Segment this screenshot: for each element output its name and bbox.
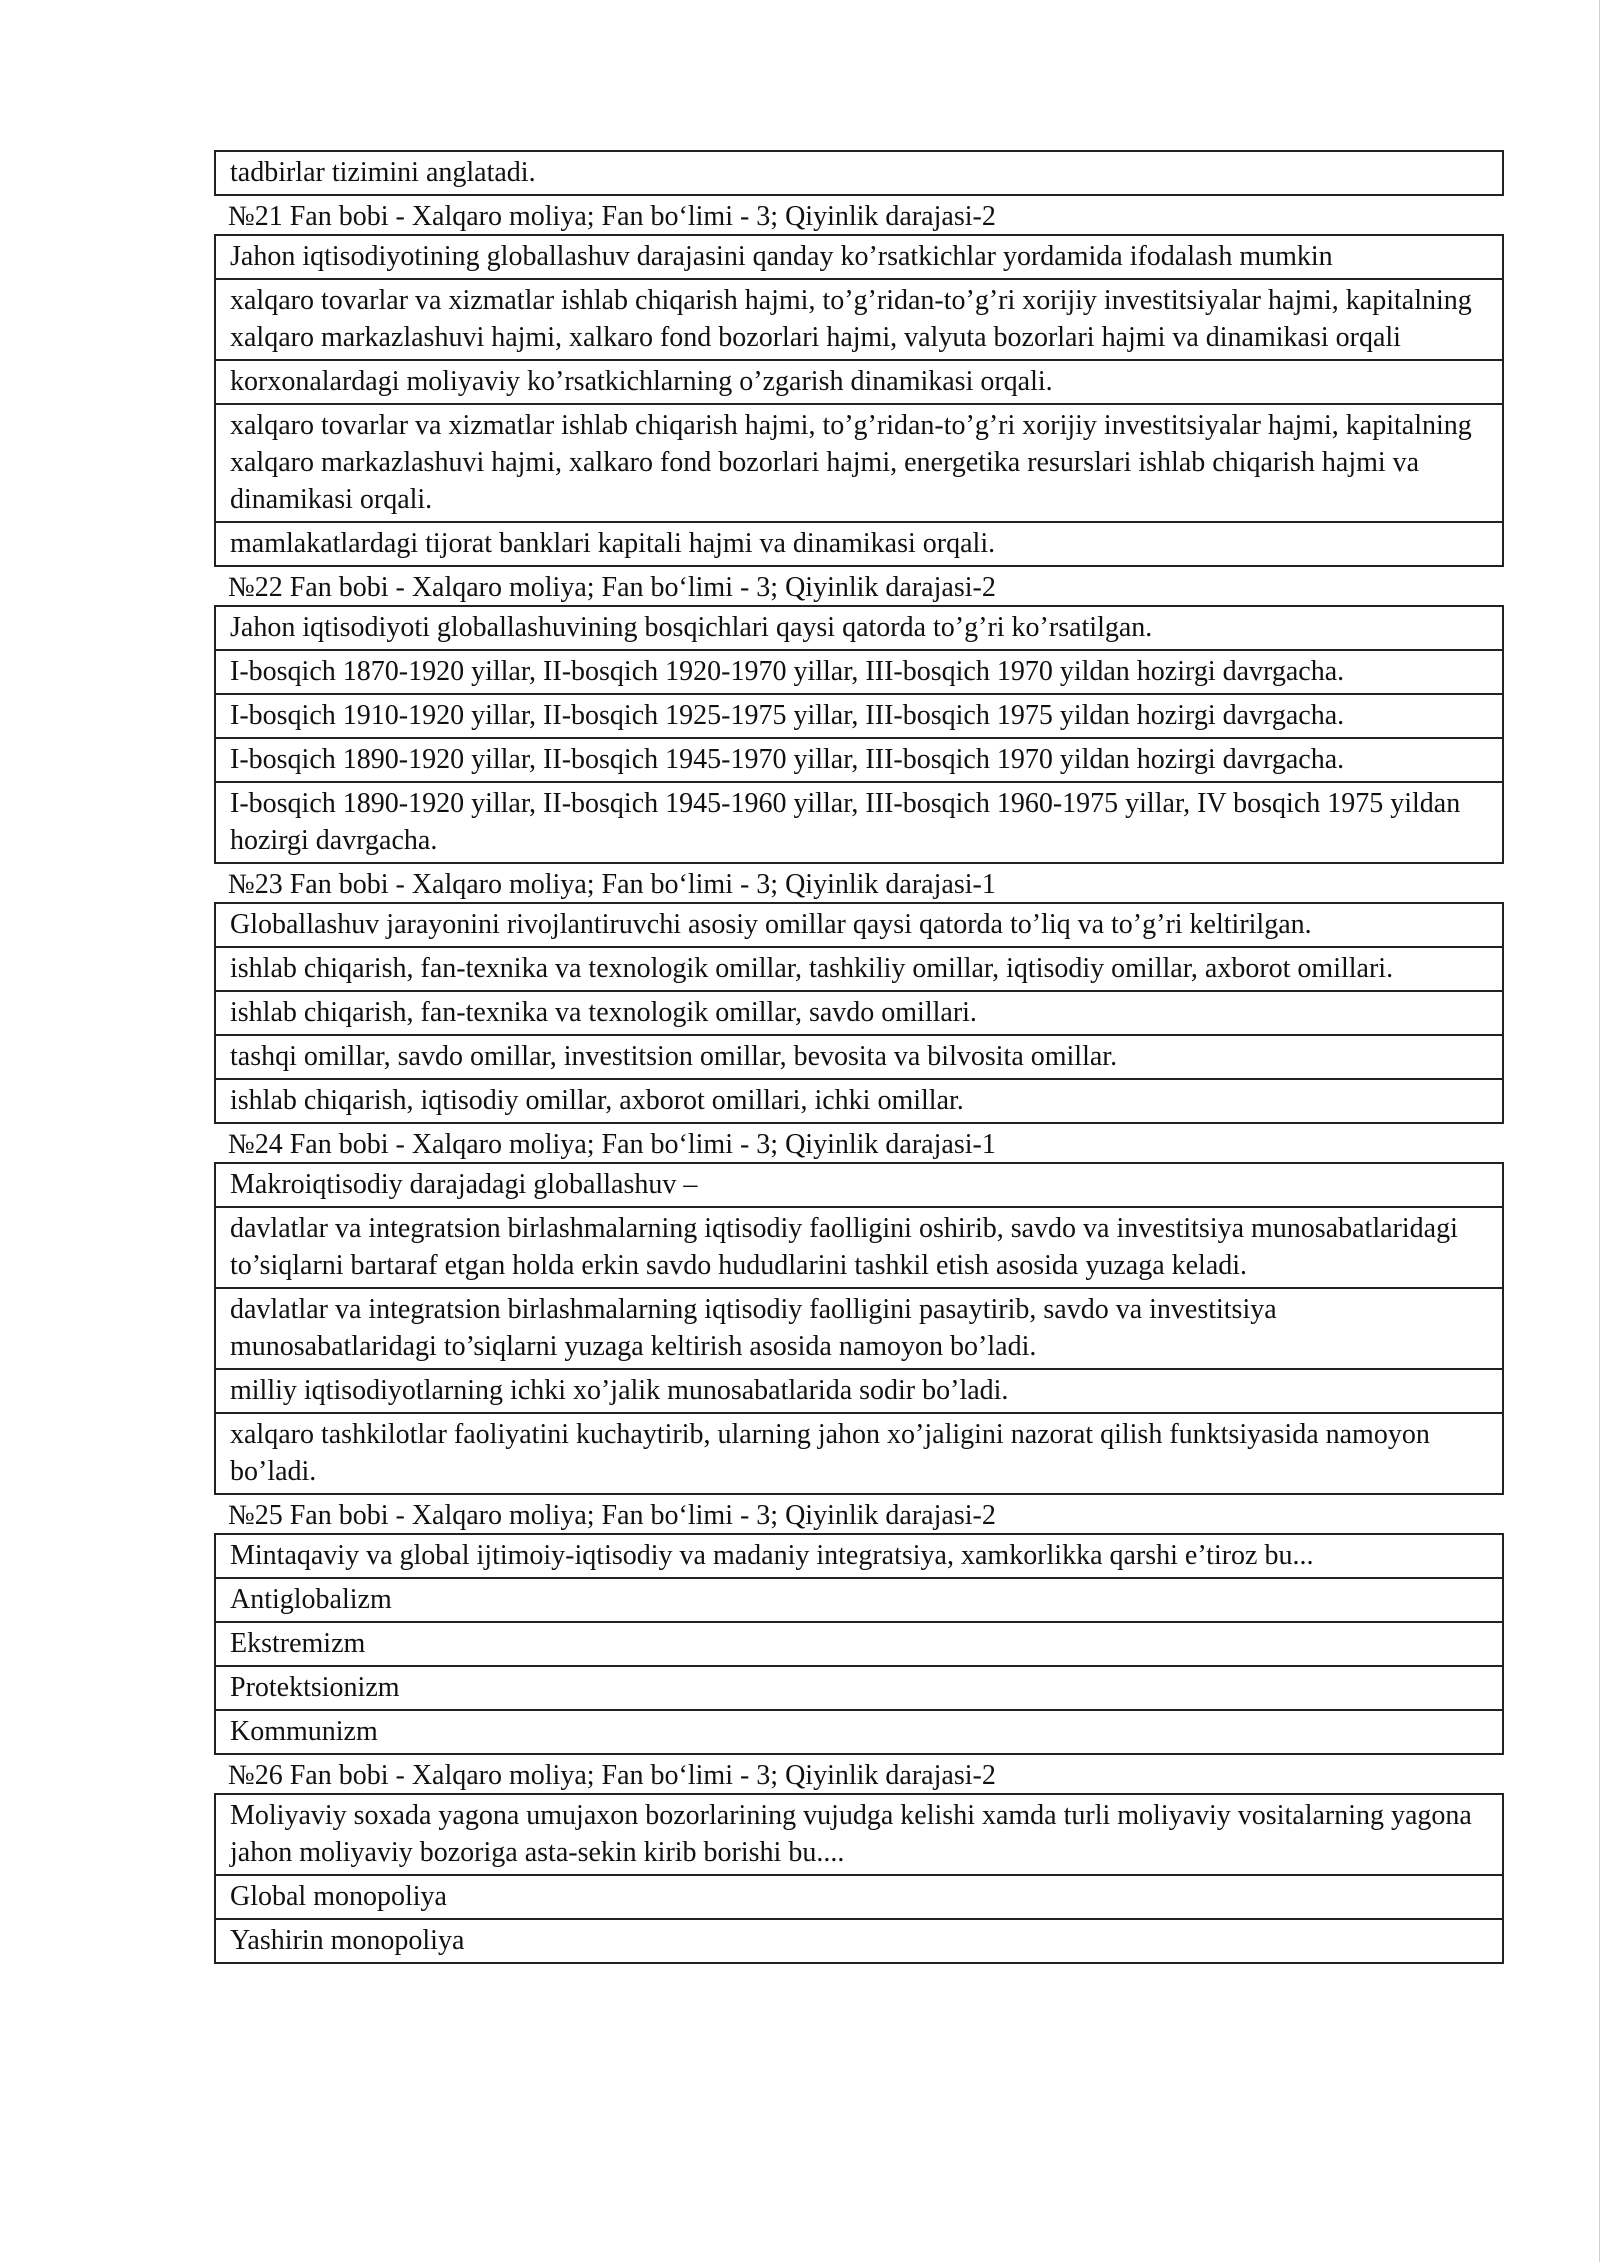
answer-option: ishlab chiqarish, iqtisodiy omillar, axborot omillari, ichki omillar. [214, 1078, 1504, 1124]
question-heading: №21 Fan bobi - Xalqaro moliya; Fan bo‘limi - 3; Qiyinlik darajasi-2 [228, 201, 996, 232]
question-text: Jahon iqtisodiyoti globallashuvining bosqichlari qaysi qatorda to’g’ri ko’rsatilgan. [214, 605, 1504, 651]
answer-option: xalqaro tovarlar va xizmatlar ishlab chiqarish hajmi, to’g’ridan-to’g’ri xorijiy investitsiyalar hajmi, kapitalning xalqaro markazlashuvi hajmi, xalkaro fond bozorlari hajmi, energetika resurslari ishlab chiqarish hajmi va dinamikasi orqali. [214, 403, 1504, 523]
answer-option: I-bosqich 1890-1920 yillar, II-bosqich 1945-1960 yillar, III-bosqich 1960-1975 yillar, IV bosqich 1975 yildan hozirgi davrgacha. [214, 781, 1504, 864]
question-list [214, 196, 1504, 1964]
question-text: Mintaqaviy va global ijtimoiy-iqtisodiy va madaniy integratsiya, xamkorlikka qarshi e’tiroz bu... [214, 1533, 1504, 1579]
question-heading: №24 Fan bobi - Xalqaro moliya; Fan bo‘limi - 3; Qiyinlik darajasi-1 [228, 1129, 996, 1160]
answer-option: xalqaro tovarlar va xizmatlar ishlab chiqarish hajmi, to’g’ridan-to’g’ri xorijiy investitsiyalar hajmi, kapitalning xalqaro markazlashuvi hajmi, xalkaro fond bozorlari hajmi, valyuta bozorlari hajmi va dinamikasi orqali [214, 278, 1504, 361]
answer-option: mamlakatlardagi tijorat banklari kapitali hajmi va dinamikasi orqali. [214, 521, 1504, 567]
answer-option: Ekstremizm [214, 1621, 1504, 1667]
question-text: Globallashuv jarayonini rivojlantiruvchi asosiy omillar qaysi qatorda to’liq va to’g’ri keltirilgan. [214, 902, 1504, 948]
answer-option: Antiglobalizm [214, 1577, 1504, 1623]
answer-option: davlatlar va integratsion birlashmalarning iqtisodiy faolligini pasaytirib, savdo va investitsiya munosabatlaridagi to’siqlarni yuzaga keltirish asosida namoyon bo’ladi. [214, 1287, 1504, 1370]
answer-option: ishlab chiqarish, fan-texnika va texnologik omillar, savdo omillari. [214, 990, 1504, 1036]
answer-option: ishlab chiqarish, fan-texnika va texnologik omillar, tashkiliy omillar, iqtisodiy omillar, axborot omillari. [214, 946, 1504, 992]
answer-option: davlatlar va integratsion birlashmalarning iqtisodiy faolligini oshirib, savdo va investitsiya munosabatlaridagi to’siqlarni bartaraf etgan holda erkin savdo hududlarini tashkil etish asosida yuzaga keladi. [214, 1206, 1504, 1289]
question-heading: №22 Fan bobi - Xalqaro moliya; Fan bo‘limi - 3; Qiyinlik darajasi-2 [228, 572, 996, 603]
question-heading: №23 Fan bobi - Xalqaro moliya; Fan bo‘limi - 3; Qiyinlik darajasi-1 [228, 869, 996, 900]
answer-option: Global monopoliya [214, 1874, 1504, 1920]
answer-option: milliy iqtisodiyotlarning ichki xo’jalik munosabatlarida sodir bo’ladi. [214, 1368, 1504, 1414]
question-heading: №26 Fan bobi - Xalqaro moliya; Fan bo‘limi - 3; Qiyinlik darajasi-2 [228, 1760, 996, 1791]
question-text: Jahon iqtisodiyotining globallashuv darajasini qanday ko’rsatkichlar yordamida ifodalash mumkin [214, 234, 1504, 280]
answer-option: tashqi omillar, savdo omillar, investitsion omillar, bevosita va bilvosita omillar. [214, 1034, 1504, 1080]
answer-option: I-bosqich 1870-1920 yillar, II-bosqich 1920-1970 yillar, III-bosqich 1970 yildan hozirgi davrgacha. [214, 649, 1504, 695]
question-text: Moliyaviy soxada yagona umujaxon bozorlarining vujudga kelishi xamda turli moliyaviy vositalarning yagona jahon moliyaviy bozoriga asta-sekin kirib borishi bu.... [214, 1793, 1504, 1876]
question-text: Makroiqtisodiy darajadagi globallashuv – [214, 1162, 1504, 1208]
answer-option: korxonalardagi moliyaviy ko’rsatkichlarning o’zgarish dinamikasi orqali. [214, 359, 1504, 405]
question-heading: №25 Fan bobi - Xalqaro moliya; Fan bo‘limi - 3; Qiyinlik darajasi-2 [228, 1500, 996, 1531]
answer-option: I-bosqich 1890-1920 yillar, II-bosqich 1945-1970 yillar, III-bosqich 1970 yildan hozirgi davrgacha. [214, 737, 1504, 783]
document-body [214, 152, 1504, 1964]
answer-option: Protektsionizm [214, 1665, 1504, 1711]
lead-text: tadbirlar tizimini anglatadi. [214, 150, 1504, 196]
answer-option: Kommunizm [214, 1709, 1504, 1755]
answer-option: I-bosqich 1910-1920 yillar, II-bosqich 1925-1975 yillar, III-bosqich 1975 yildan hozirgi davrgacha. [214, 693, 1504, 739]
answer-option: xalqaro tashkilotlar faoliyatini kuchaytirib, ularning jahon xo’jaligini nazorat qilish funktsiyasida namoyon bo’ladi. [214, 1412, 1504, 1495]
answer-option: Yashirin monopoliya [214, 1918, 1504, 1964]
